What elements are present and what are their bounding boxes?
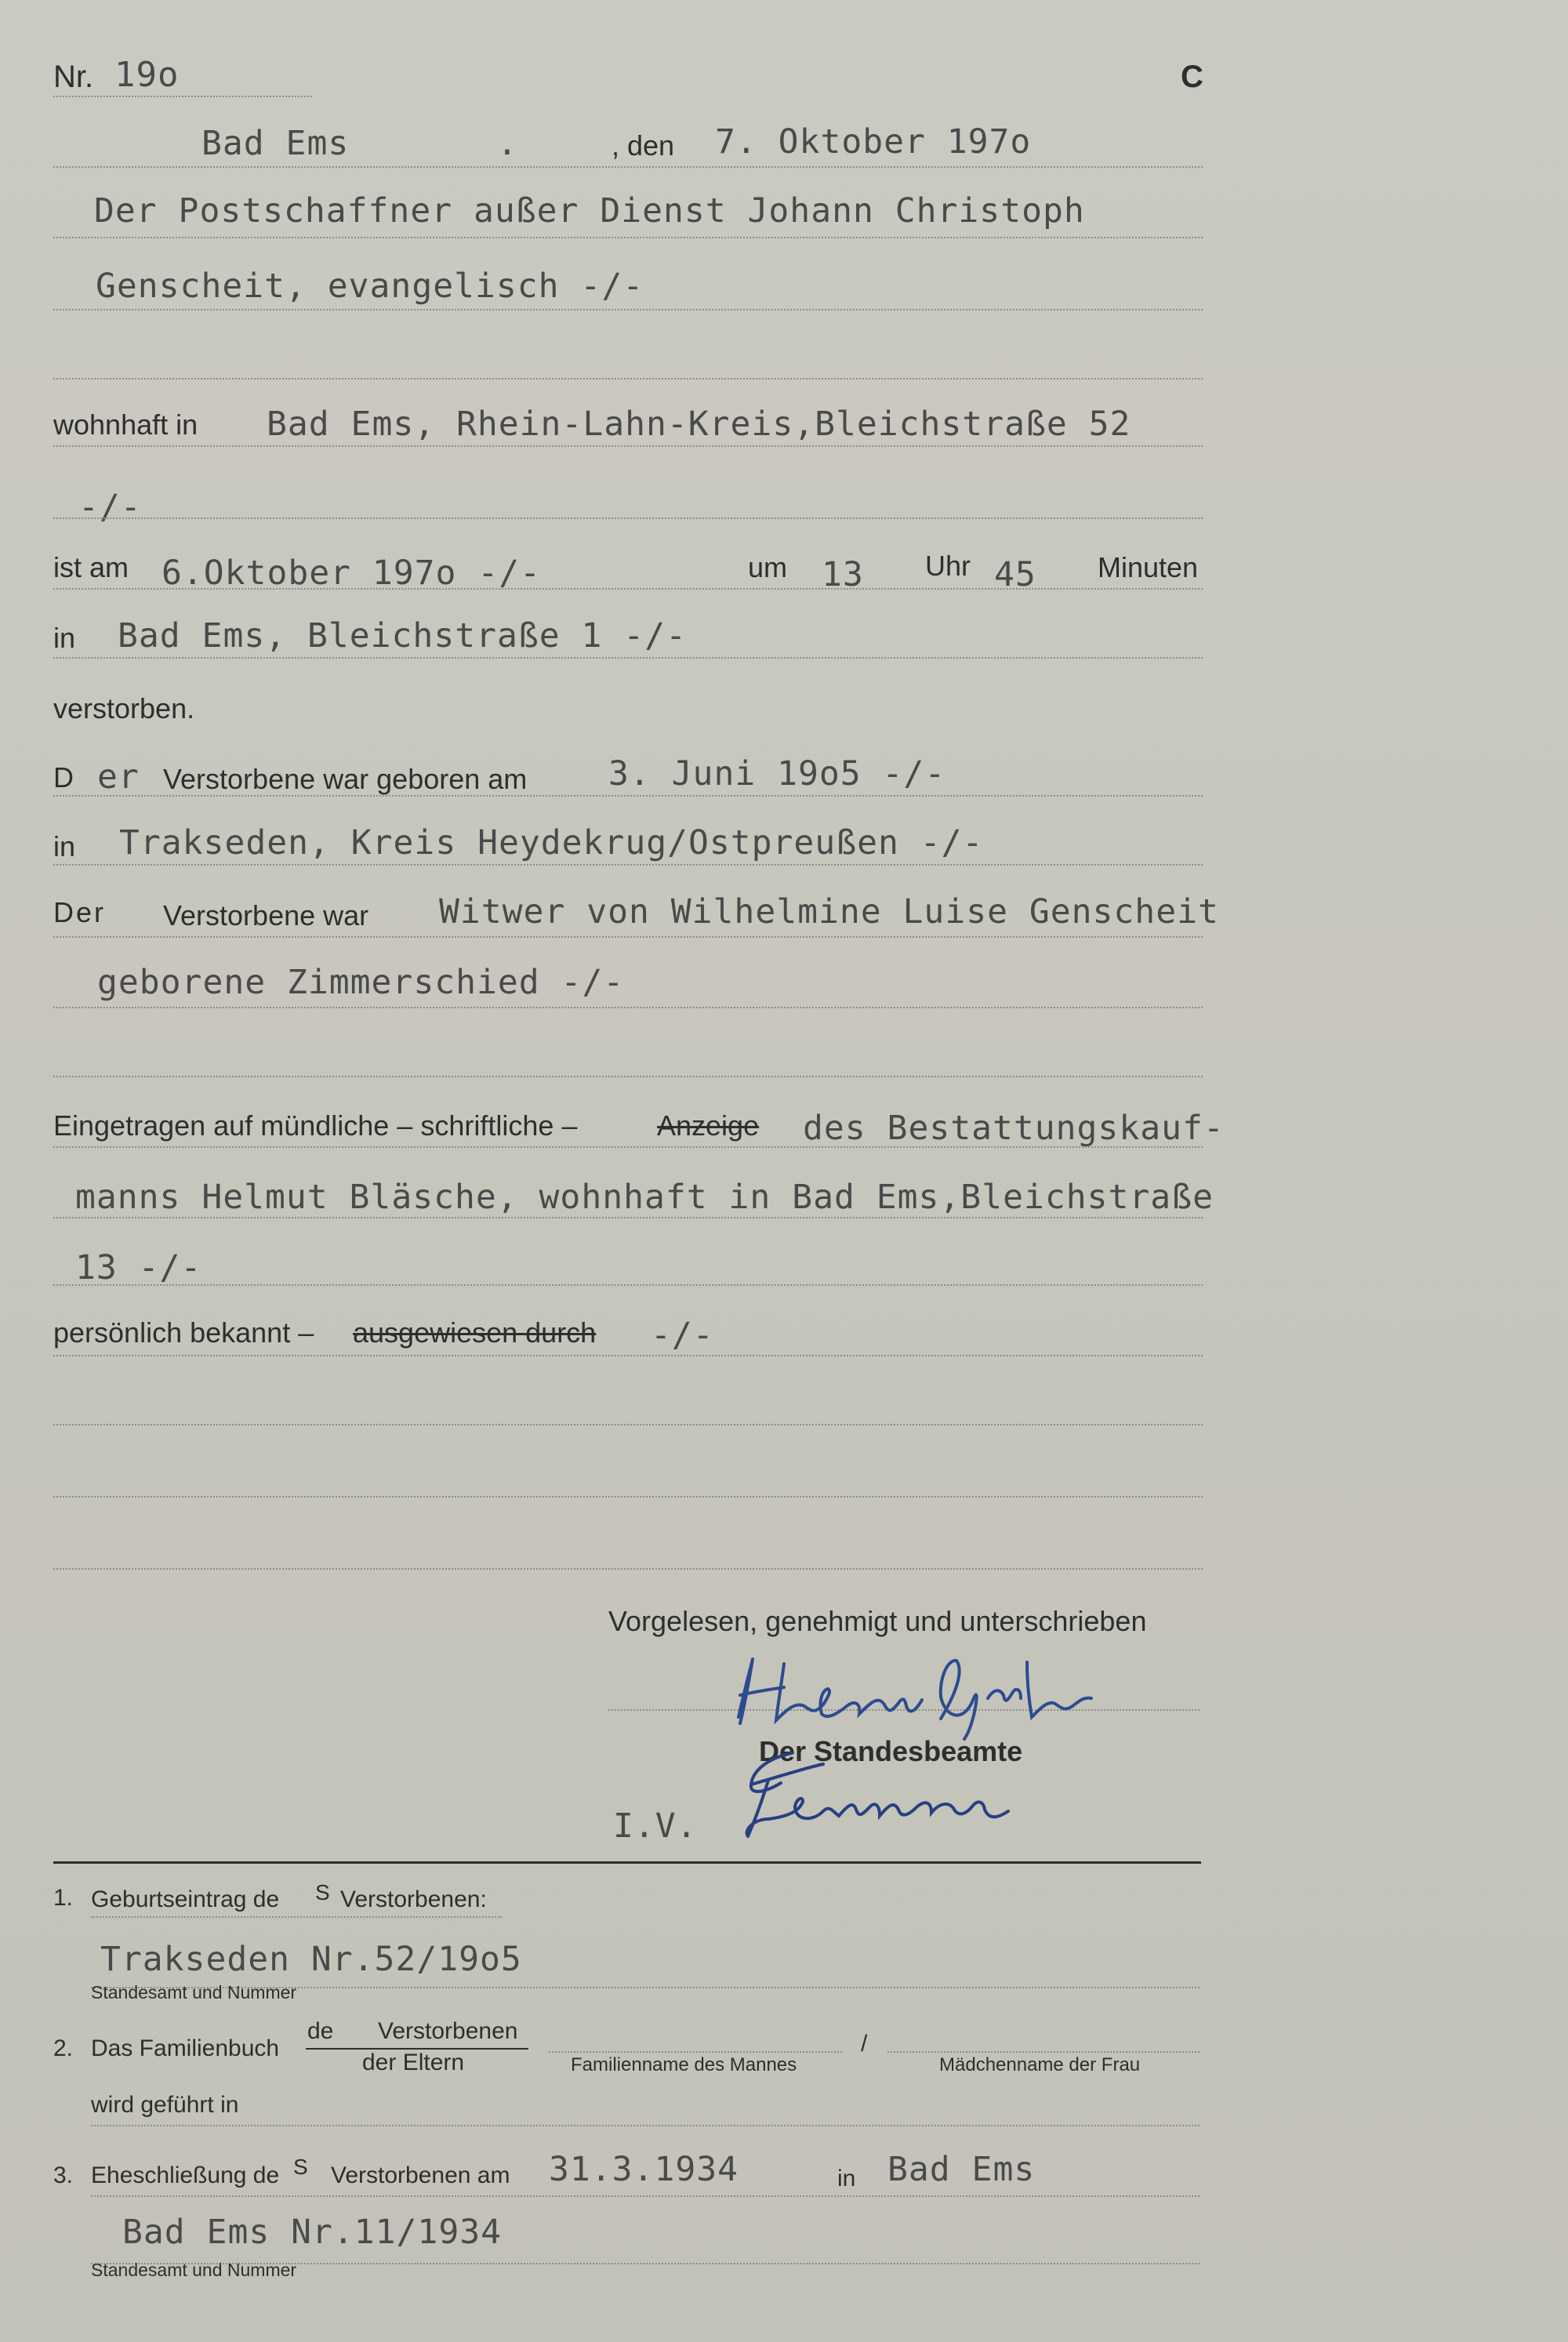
item2-label: Das Familienbuch xyxy=(91,2035,280,2061)
item3-caption: Standesamt und Nummer xyxy=(91,2260,297,2280)
birth-prefix-d: D xyxy=(53,761,74,793)
item1-value: Trakseden Nr.52/19o5 xyxy=(100,1940,522,1979)
divider xyxy=(91,2125,1200,2126)
minuten-label: Minuten xyxy=(1098,551,1199,583)
divider xyxy=(53,237,1203,238)
item3-value: Bad Ems Nr.11/1934 xyxy=(122,2213,502,2252)
birth-label: Verstorbene war geboren am xyxy=(163,763,528,795)
registration-value-1: des Bestattungskauf- xyxy=(803,1109,1225,1148)
informant-signature xyxy=(729,1648,1105,1742)
item3-label-2: Verstorbenen am xyxy=(331,2162,510,2188)
marital-value: Witwer von Wilhelmine Luise Genscheit xyxy=(439,892,1219,931)
person-line-2: Genscheit, evangelisch -/- xyxy=(96,267,644,306)
verstorben-label: verstorben. xyxy=(53,692,195,724)
date-value: 7. Oktober 197o xyxy=(715,122,1032,162)
iv-label: I.V. xyxy=(613,1806,698,1846)
divider xyxy=(53,517,1203,519)
birth-date: 3. Juni 19o5 -/- xyxy=(608,754,946,793)
marital-cont: geborene Zimmerschied -/- xyxy=(97,963,625,1002)
standesbeamte-label: Der Standesbeamte xyxy=(759,1735,1023,1767)
item3-sup: S xyxy=(293,2155,308,2179)
marital-prefix: Der xyxy=(53,896,107,928)
item2-gefuehrt: wird geführt in xyxy=(91,2092,239,2118)
identity-label: persönlich bekannt – xyxy=(53,1316,314,1349)
divider xyxy=(53,1355,1203,1356)
divider xyxy=(887,2051,1200,2053)
item1-caption: Standesamt und Nummer xyxy=(91,1982,297,2003)
divider xyxy=(53,166,1203,168)
marital-label: Verstorbene war xyxy=(163,899,369,931)
nr-value: 19o xyxy=(114,55,180,95)
registration-value-3: 13 -/- xyxy=(75,1248,202,1287)
divider xyxy=(53,309,1203,310)
identity-value: -/- xyxy=(651,1316,714,1355)
place-value: Bad Ems xyxy=(201,124,350,163)
divider xyxy=(53,1007,1203,1008)
place-separator: . xyxy=(497,124,518,163)
divider xyxy=(53,1568,1203,1570)
den-label: , den xyxy=(612,129,675,162)
divider xyxy=(53,1424,1203,1425)
divider xyxy=(53,864,1203,866)
wohnhaft-label: wohnhaft in xyxy=(53,408,198,441)
uhr-label: Uhr xyxy=(925,550,971,582)
divider xyxy=(53,657,1203,659)
divider xyxy=(53,1496,1203,1498)
nr-label: Nr. xyxy=(53,60,94,94)
section-rule xyxy=(53,1861,1201,1864)
death-date: 6.Oktober 197o -/- xyxy=(162,554,541,593)
item2-number: 2. xyxy=(53,2035,74,2061)
item1-label: Geburtseintrag de xyxy=(91,1886,280,1912)
divider xyxy=(53,445,1203,447)
item2-maedchenname: Mädchenname der Frau xyxy=(939,2054,1141,2075)
residence-value: Bad Ems, Rhein-Lahn-Kreis,Bleichstraße 52 xyxy=(267,405,1131,444)
divider xyxy=(53,588,1203,590)
divider xyxy=(53,1284,1203,1286)
person-line-1: Der Postschaffner außer Dienst Johann Christoph xyxy=(94,191,1085,231)
item2-verstorbenen: Verstorbenen xyxy=(378,2018,518,2044)
divider xyxy=(91,1916,502,1918)
item1-number: 1. xyxy=(53,1885,74,1911)
death-place: Bad Ems, Bleichstraße 1 -/- xyxy=(118,616,687,655)
form-letter: C xyxy=(1181,60,1203,94)
item3-date: 31.3.1934 xyxy=(549,2150,739,2189)
item2-eltern: der Eltern xyxy=(362,2050,465,2075)
registration-label: Eingetragen auf mündliche – schriftliche – xyxy=(53,1109,578,1142)
divider xyxy=(91,2195,1200,2197)
vorgelesen-text: Vorgelesen, genehmigt und unterschrieben xyxy=(608,1605,1147,1637)
divider xyxy=(53,795,1203,797)
item3-label: Eheschließung de xyxy=(91,2162,280,2188)
divider xyxy=(53,1146,1203,1148)
birth-prefix-er: er xyxy=(97,757,140,797)
um-label: um xyxy=(748,551,788,583)
registration-value-2: manns Helmut Bläsche, wohnhaft in Bad Ems,Bleichstraße xyxy=(75,1178,1214,1217)
divider xyxy=(53,936,1203,938)
residence-cont: -/- xyxy=(78,488,142,527)
item3-place: Bad Ems xyxy=(887,2150,1036,2189)
death-hour: 13 xyxy=(822,555,864,594)
item3-in: in xyxy=(837,2166,856,2191)
item3-number: 3. xyxy=(53,2162,74,2188)
divider xyxy=(549,2051,842,2053)
ist-am-label: ist am xyxy=(53,551,129,583)
divider xyxy=(53,96,312,97)
birth-place: Trakseden, Kreis Heydekrug/Ostpreußen -/- xyxy=(119,823,984,862)
item2-familienname: Familienname des Mannes xyxy=(571,2054,797,2075)
item2-slash: / xyxy=(861,2031,868,2057)
item1-label-2: Verstorbenen: xyxy=(340,1886,487,1912)
death-minute: 45 xyxy=(994,555,1036,594)
birth-in-label: in xyxy=(53,830,76,862)
divider xyxy=(53,1217,1203,1218)
divider xyxy=(53,1076,1203,1077)
registrar-signature xyxy=(737,1744,1113,1846)
identity-struck: ausgewiesen durch xyxy=(353,1316,597,1349)
divider xyxy=(53,378,1203,379)
item2-de: de xyxy=(307,2018,334,2044)
registration-struck: Anzeige xyxy=(657,1109,760,1142)
item1-sup: S xyxy=(315,1880,330,1904)
in-label: in xyxy=(53,622,76,654)
